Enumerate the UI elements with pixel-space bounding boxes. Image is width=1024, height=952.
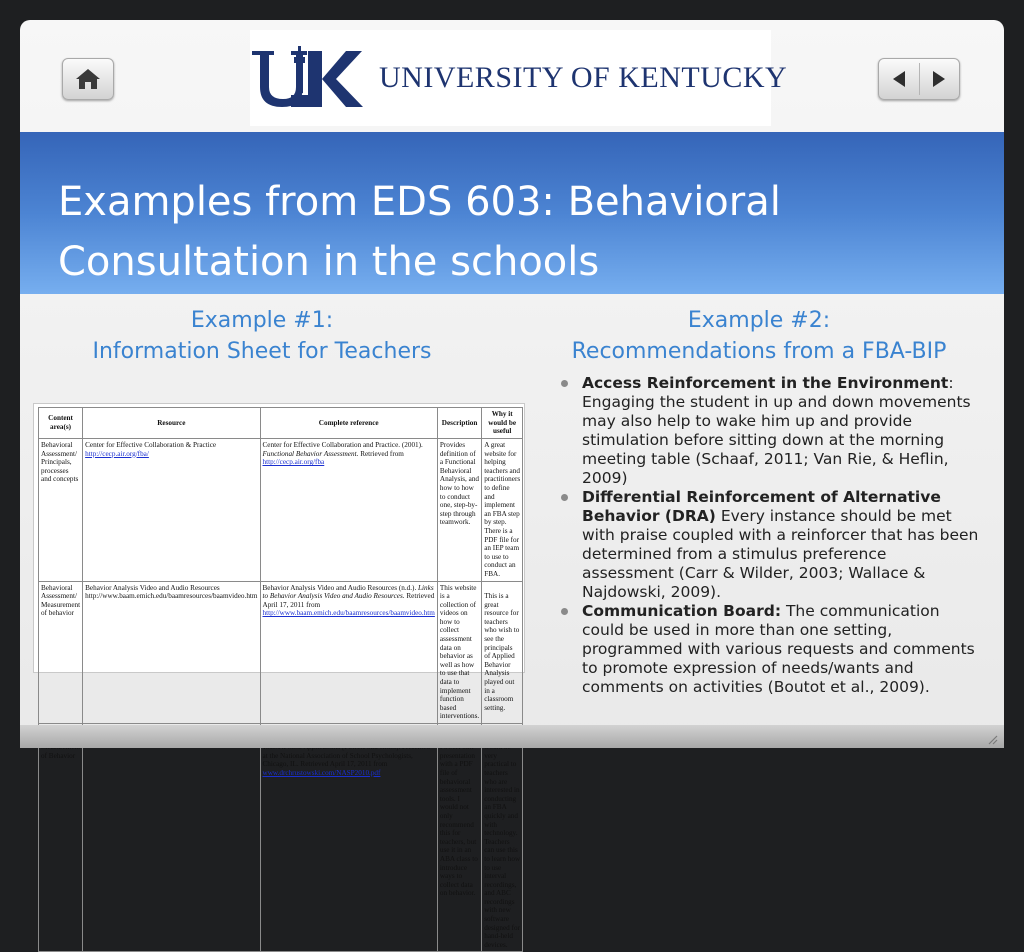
- title-line-2: Consultation in the schools: [58, 239, 600, 285]
- slide: [20, 20, 1004, 949]
- cell-description: This website is a collection of videos on how to collect assessment data on behavior as well as how to use that data to implement function based interventions.: [437, 581, 481, 724]
- example-2-subtitle: Recommendations from a FBA-BIP: [571, 339, 947, 364]
- ref-title: Functional Behavior Assessment.: [262, 449, 359, 458]
- resource-link[interactable]: http://cecp.air.org/fba/: [85, 449, 149, 458]
- list-item: [560, 488, 980, 602]
- list-item: [560, 602, 980, 697]
- title-line-1: Examples from EDS 603: Behavioral: [58, 179, 781, 225]
- cell-usefulness: A great website for helping teachers and practitioners to define and implement an FBA step by step. There is a PDF file for an IEP team to use to conduct an FBA.: [482, 439, 523, 582]
- logo-text: UNIVERSITY OF KENTUCKY: [379, 61, 788, 94]
- example-1-label: Example #1:: [190, 308, 334, 333]
- ref-retrieved: at the National Association of School Psychologists, Chicago, IL. Retrieved April 17, 2011 from: [262, 751, 413, 769]
- prev-next-control: [878, 58, 960, 100]
- cell-area: of Behavior: [39, 724, 83, 952]
- example-1-heading: [52, 305, 472, 367]
- uk-monogram-logo: [250, 45, 365, 111]
- footer-bar: [20, 725, 1004, 748]
- bullet-heading: Access Reinforcement in the Environment: [582, 374, 949, 392]
- resource-text: Center for Effective Collaboration & Practice: [85, 441, 217, 449]
- bullet-heading: Differential Reinforcement of Alternative Behavior (DRA): [582, 488, 941, 525]
- table-header: Resource: [83, 408, 260, 439]
- information-sheet-table-image: [33, 403, 525, 949]
- table-row: [39, 581, 523, 724]
- example-2-label: Example #2:: [687, 308, 831, 333]
- cell-description: presentation with a PDF file of behavioral assessment tools. I would not only recommend this for teachers, but use it in an ABA class to introduce ways to collect data on behavior.: [437, 724, 481, 952]
- arrow-left-icon: [891, 70, 907, 88]
- arrow-right-icon: [931, 70, 947, 88]
- cell-usefulness: This is a great resource for teachers who wish to see the principals of Applied Behavior Analysis played out in a classroom setting.: [482, 581, 523, 724]
- home-icon: [75, 68, 101, 90]
- cell-reference: [260, 581, 437, 724]
- resource-text: Behavior Analysis Video and Audio Resources http://www.baam.emich.edu/baamresources/baamvideo.htm: [85, 583, 258, 601]
- bullet-text: The communication could be used in more than one setting, programmed with various requests and comments to promote expression of needs/wants and comments on activities (Boutot et al., 2009).: [582, 602, 975, 696]
- table-row: [39, 439, 523, 582]
- bullet-text: Every instance should be met with praise coupled with a reinforcer that has been determined from a stimulus preference assessment (Carr & Wilder, 2003; Wallace & Najdowski, 2009).: [582, 507, 979, 601]
- cell-reference: [260, 724, 437, 952]
- table-header: Content area(s): [39, 408, 83, 439]
- example-1-subtitle: Information Sheet for Teachers: [92, 339, 432, 364]
- bullet-text: : Engaging the student in up and down movements may also help to wake him up and provide stimulation before sitting down at the morning meeting table (Schaaf, 2011; Van Rie, & Heflin, 2009): [582, 374, 971, 487]
- information-sheet-table: [38, 407, 523, 952]
- list-item: [560, 374, 980, 488]
- cell-area: Behavioral Assessment/ Principals, processes and concepts: [39, 439, 83, 582]
- cell-reference: [260, 439, 437, 582]
- table-row: [39, 724, 523, 952]
- home-button[interactable]: [62, 58, 114, 100]
- ref-retrieved: Retrieved April 17, 2011 from: [262, 592, 435, 609]
- cell-resource: [83, 439, 260, 582]
- ref-retrieved: Retrieved from: [360, 449, 404, 458]
- next-slide-button[interactable]: [919, 59, 959, 99]
- recommendations-list: [560, 374, 980, 697]
- ref-link[interactable]: www.drchrustowski.com/NASP2010.pdf: [262, 768, 381, 777]
- cell-usefulness: very practical to teachers who are interested in conducting an FBA quickly and with technology. Teachers can use this to learn how to use interval recordings, and ABC recordings with new software designed for hand-held devices.: [482, 724, 523, 952]
- previous-slide-button[interactable]: [879, 59, 919, 99]
- slide-title: [58, 172, 958, 292]
- cell-resource: [83, 724, 260, 952]
- resize-grip-icon[interactable]: [986, 733, 998, 745]
- cell-description: Provides definition of a Functional Behavioral Analysis, and how to how to conduct one, step-by-step through teamwork.: [437, 439, 481, 582]
- table-header-row: [39, 408, 523, 439]
- ref-text: Behavior Analysis Video and Audio Resources (n.d.).: [262, 583, 417, 592]
- table-header: Why it would be useful: [482, 408, 523, 439]
- cell-resource: [83, 581, 260, 724]
- bullet-heading: Communication Board:: [582, 602, 782, 620]
- ref-link[interactable]: http://cecp.air.org/fba: [262, 458, 325, 467]
- table-header: Complete reference: [260, 408, 437, 439]
- ref-link[interactable]: http://www.baam.emich.edu/baamresources/baamvideo.htm: [262, 609, 435, 618]
- university-logo: [250, 30, 788, 126]
- ref-text: Center for Effective Collaboration and Practice. (2001).: [262, 441, 423, 449]
- table-header: Description: [437, 408, 481, 439]
- ref-title: Links to Behavior Analysis Video and Audio Resources.: [262, 583, 434, 601]
- example-2-heading: [549, 305, 969, 367]
- cell-area: Behavioral Assessment/ Measurement of behavior: [39, 581, 83, 724]
